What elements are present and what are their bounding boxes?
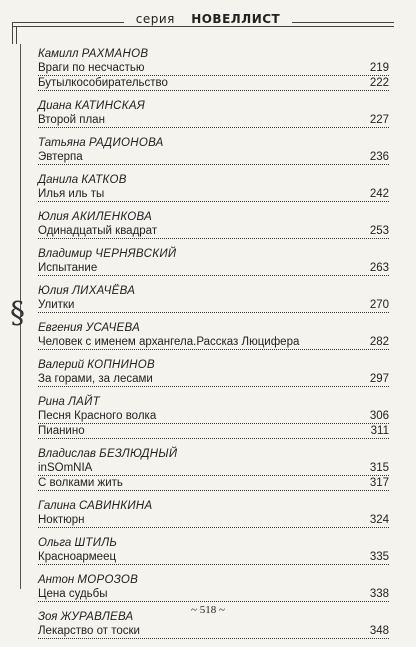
author-first-name: Камилл xyxy=(38,48,79,60)
work-title: За горами, за лесами xyxy=(38,373,153,385)
toc-work-row[interactable] xyxy=(38,76,389,91)
author-surname: ЛАЙТ xyxy=(68,396,101,408)
toc-entry xyxy=(38,284,389,313)
author-first-name: Владислав xyxy=(38,448,96,460)
author-name xyxy=(38,499,389,513)
author-first-name: Рина xyxy=(38,396,65,408)
toc-work-row[interactable] xyxy=(38,409,389,424)
work-title: inSOmNIA xyxy=(38,462,93,474)
toc-work-row[interactable] xyxy=(38,550,389,565)
work-page-number: 219 xyxy=(369,62,389,74)
work-page-number: 311 xyxy=(370,425,389,437)
work-title: Ноктюрн xyxy=(38,514,85,526)
author-name xyxy=(38,536,389,550)
toc-work-row[interactable] xyxy=(38,424,389,439)
work-page-number: 236 xyxy=(369,151,389,163)
toc-work-row[interactable] xyxy=(38,150,389,165)
work-page-number: 306 xyxy=(369,410,389,422)
toc-entry xyxy=(38,99,389,128)
author-first-name: Антон xyxy=(38,574,75,586)
work-title: Испытание xyxy=(38,262,98,274)
author-name xyxy=(38,358,389,372)
toc-work-row[interactable] xyxy=(38,261,389,276)
author-name xyxy=(38,210,389,224)
work-title: Песня Красного волка xyxy=(38,410,157,422)
author-surname: РАХМАНОВ xyxy=(81,48,149,60)
work-page-number: 315 xyxy=(369,462,389,474)
author-name xyxy=(38,321,389,335)
author-first-name: Диана xyxy=(38,100,72,112)
series-name: НОВЕЛЛИСТ xyxy=(185,12,286,26)
work-page-number: 297 xyxy=(369,373,389,385)
author-surname: РАДИОНОВА xyxy=(88,137,164,149)
author-surname: КОПНИНОВ xyxy=(87,359,155,371)
author-first-name: Валерий xyxy=(38,359,85,371)
author-surname: БЕЗЛЮДНЫЙ xyxy=(99,448,178,460)
author-first-name: Ольга xyxy=(38,537,72,549)
running-header xyxy=(0,12,416,26)
author-surname: УСАЧЕВА xyxy=(85,322,141,334)
author-name xyxy=(38,447,389,461)
author-first-name: Татьяна xyxy=(38,137,86,149)
author-first-name: Данила xyxy=(38,174,79,186)
toc-work-row[interactable] xyxy=(38,61,389,76)
author-surname: ЛИХАЧЁВА xyxy=(72,285,136,297)
toc-entry xyxy=(38,447,389,491)
author-first-name: Галина xyxy=(38,500,76,512)
toc-work-row[interactable] xyxy=(38,224,389,239)
work-title: Цена судьбы xyxy=(38,588,108,600)
frame-corner-inner xyxy=(16,26,17,44)
work-page-number: 338 xyxy=(369,588,389,600)
author-first-name: Владимир xyxy=(38,248,92,260)
author-name xyxy=(38,395,389,409)
author-surname: МОРОЗОВ xyxy=(77,574,139,586)
toc-entry xyxy=(38,573,389,602)
work-title: Эвтерпа xyxy=(38,151,83,163)
author-name xyxy=(38,136,389,150)
author-name xyxy=(38,247,389,261)
work-page-number: 348 xyxy=(369,625,389,637)
work-title: Враги по несчастью xyxy=(38,62,145,74)
toc-work-row[interactable] xyxy=(38,113,389,128)
work-title: С волками жить xyxy=(38,477,123,489)
toc-entry xyxy=(38,499,389,528)
author-name xyxy=(38,47,389,61)
work-title: Улитки xyxy=(38,299,75,311)
work-title: Илья иль ты xyxy=(38,188,105,200)
work-title: Одинадцатый квадрат xyxy=(38,225,158,237)
work-page-number: 227 xyxy=(369,114,389,126)
toc-entry xyxy=(38,47,389,91)
author-surname: САВИНКИНА xyxy=(78,500,153,512)
work-title: Пианино xyxy=(38,425,85,437)
toc-entry xyxy=(38,358,389,387)
page-number: ~ 518 ~ xyxy=(191,604,225,616)
toc-work-row[interactable] xyxy=(38,513,389,528)
toc-work-row[interactable] xyxy=(38,335,389,350)
author-name xyxy=(38,99,389,113)
work-title: Бутылкособирательство xyxy=(38,77,168,89)
author-name xyxy=(38,173,389,187)
work-title: Лекарство от тоски xyxy=(38,625,140,637)
author-first-name: Зоя xyxy=(38,611,58,623)
toc-entry xyxy=(38,247,389,276)
toc-work-row[interactable] xyxy=(38,298,389,313)
toc-entry xyxy=(38,136,389,165)
toc-entry xyxy=(38,395,389,439)
author-surname: АКИЛЕНКОВА xyxy=(72,211,153,223)
work-page-number: 270 xyxy=(369,299,389,311)
toc-entry xyxy=(38,536,389,565)
author-surname: ШТИЛЬ xyxy=(74,537,118,549)
toc-work-row[interactable] xyxy=(38,187,389,202)
work-page-number: 324 xyxy=(369,514,389,526)
table-of-contents xyxy=(38,47,389,647)
author-first-name: Юлия xyxy=(38,211,69,223)
toc-work-row[interactable] xyxy=(38,624,389,639)
header-rule-bottom xyxy=(12,26,394,27)
toc-work-row[interactable] xyxy=(38,587,389,602)
author-name xyxy=(38,284,389,298)
toc-entry xyxy=(38,210,389,239)
work-title: Человек с именем архангела.Рассказ Люцифера xyxy=(38,336,300,348)
toc-entry xyxy=(38,321,389,350)
work-page-number: 317 xyxy=(369,477,389,489)
work-page-number: 335 xyxy=(369,551,389,563)
author-surname: КАТКОВ xyxy=(81,174,127,186)
series-label: серия xyxy=(130,12,181,26)
author-surname: ЧЕРНЯВСКИЙ xyxy=(95,248,177,260)
work-page-number: 222 xyxy=(369,77,389,89)
work-title: Второй план xyxy=(38,114,105,126)
work-page-number: 253 xyxy=(369,225,389,237)
author-first-name: Евгения xyxy=(38,322,83,334)
work-page-number: 263 xyxy=(369,262,389,274)
author-name xyxy=(38,573,389,587)
toc-work-row[interactable] xyxy=(38,476,389,491)
work-title: Красноармеец xyxy=(38,551,117,563)
flourish-ornament-icon: § xyxy=(10,296,25,331)
work-page-number: 242 xyxy=(369,188,389,200)
author-first-name: Юлия xyxy=(38,285,69,297)
author-surname: КАТИНСКАЯ xyxy=(74,100,145,112)
toc-work-row[interactable] xyxy=(38,461,389,476)
toc-work-row[interactable] xyxy=(38,372,389,387)
toc-entry xyxy=(38,173,389,202)
work-page-number: 282 xyxy=(369,336,389,348)
author-surname: ЖУРАВЛЕВА xyxy=(60,611,134,623)
